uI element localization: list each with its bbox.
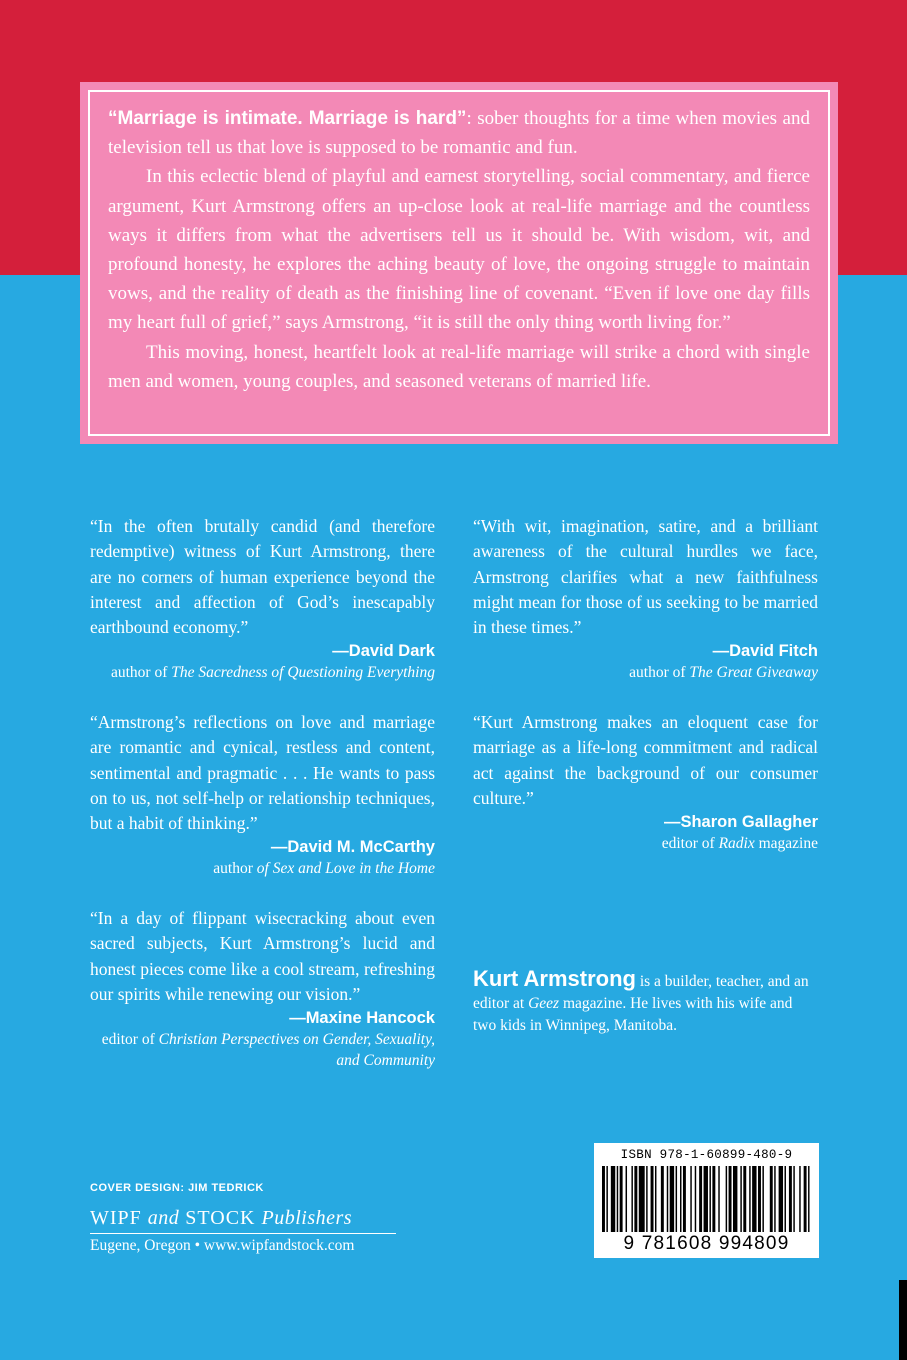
publisher-divider [90, 1233, 396, 1234]
publisher-name [90, 1207, 352, 1230]
blurb-paragraph-1 [108, 104, 810, 162]
bio-text-b: magazine. He lives with his wife and two kids in Winnipeg, Manitoba. [473, 995, 793, 1034]
endorser-name: —David Dark [332, 642, 435, 661]
endorser-name: —Maxine Hancock [289, 1009, 435, 1028]
endorser-role [90, 858, 435, 879]
endorsement-attribution [473, 811, 818, 854]
isbn-label: ISBN 978-1-60899-480-9 [620, 1148, 793, 1162]
blurb-lead-quote: “Marriage is intimate. Marriage is hard” [108, 108, 467, 129]
blurb-frame [88, 90, 830, 436]
endorsement-hancock [90, 906, 435, 1071]
isbn-barcode [594, 1143, 819, 1258]
endorser-book-title: The Great Giveaway [689, 664, 818, 682]
endorsement-attribution [90, 836, 435, 879]
blurb-paragraph-3: This moving, honest, heartfelt look at real-life marriage will strike a chord with single men and women, young couples, and seasoned veterans of married life. [108, 341, 810, 392]
endorser-book-title: of Sex and Love in the Home [256, 860, 435, 878]
author-bio [473, 968, 818, 1037]
endorsement-quote: “In a day of flippant wisecracking about even sacred subjects, Kurt Armstrong’s lucid and honest pieces come like a cool stream, refreshing our spirits while renewing our vision.” [90, 908, 435, 1004]
endorser-role-suffix: magazine [754, 835, 818, 853]
endorsement-gallagher [473, 710, 818, 854]
endorsement-dark [90, 514, 435, 683]
endorsement-attribution [90, 640, 435, 683]
endorsement-quote: “With wit, imagination, satire, and a brilliant awareness of the cultural hurdles we face, Armstrong clarifies what a new faithfulness might mean for those of us seeking to be married in these times.” [473, 516, 818, 638]
endorser-role [90, 1029, 435, 1071]
blurb-box [80, 82, 838, 444]
blurb-lead-rest: : sober thoughts for a time when movies and television tell us that love is supposed to be romantic and fun. [108, 108, 810, 159]
author-name: Kurt Armstrong [473, 966, 636, 991]
endorser-book-title: Christian Perspectives on Gender, Sexuality, and Community [158, 1031, 435, 1070]
endorsement-quote: “Armstrong’s reflections on love and marriage are romantic and cynical, restless and content, sentimental and pragmatic . . . He wants to pass on to us, not self-help or relationship techniques, but a habit of thinking.” [90, 712, 435, 834]
publisher-part-and: and [147, 1207, 180, 1229]
endorser-name: —David Fitch [712, 642, 818, 661]
endorser-role [473, 662, 818, 683]
endorser-role-prefix: author of [110, 664, 172, 682]
cover-design-credit: COVER DESIGN: JIM TEDRICK [90, 1182, 264, 1194]
publisher-location: Eugene, Oregon • www.wipfandstock.com [90, 1237, 355, 1254]
endorsement-attribution [90, 1007, 435, 1071]
bio-text-a: is a builder, teacher, and an editor at [473, 973, 809, 1012]
barcode-bars [602, 1166, 811, 1232]
endorser-role-prefix: author [213, 860, 257, 878]
publisher-part-1: WIPF [90, 1207, 148, 1229]
endorser-magazine-title: Radix [718, 835, 755, 853]
endorsement-quote: “Kurt Armstrong makes an eloquent case for marriage as a life-long commitment and radical act against the background of our consumer culture.” [473, 712, 818, 808]
endorsement-attribution [473, 640, 818, 683]
publisher-part-3: Publishers [261, 1207, 353, 1229]
endorser-role-prefix: author of [629, 664, 690, 682]
bio-magazine: Geez [528, 995, 560, 1012]
endorser-name: —David M. McCarthy [270, 838, 435, 857]
endorser-role [90, 662, 435, 683]
endorsement-fitch [473, 514, 818, 683]
endorsement-mccarthy [90, 710, 435, 879]
endorser-name: —Sharon Gallagher [663, 813, 818, 832]
endorsement-quote: “In the often brutally candid (and therefore redemptive) witness of Kurt Armstrong, there are no corners of human experience beyond the interest and affection of God’s inescapably earthbound economy.” [90, 516, 435, 638]
edge-mark [899, 1280, 907, 1360]
endorser-book-title: The Sacredness of Questioning Everything [171, 664, 435, 682]
endorser-role-prefix: editor of [661, 835, 719, 853]
publisher-part-2: STOCK [179, 1207, 262, 1229]
endorser-role-prefix: editor of [101, 1031, 159, 1049]
blurb-paragraph-2: In this eclectic blend of playful and earnest storytelling, social commentary, and fierce argument, Kurt Armstrong offers an up-close look at real-life marriage and the countless ways it differs from what the advertisers tell us it should be. With wisdom, wit, and profound honesty, he explores the aching beauty of love, the ongoing struggle to maintain vows, and the reality of death as the finishing line of covenant. “Even if love one day fills my heart full of grief,” says Armstrong, “it is still the only thing worth living for.” [108, 166, 810, 334]
endorser-role [473, 833, 818, 854]
barcode-number: 9 781608 994809 [623, 1233, 790, 1254]
